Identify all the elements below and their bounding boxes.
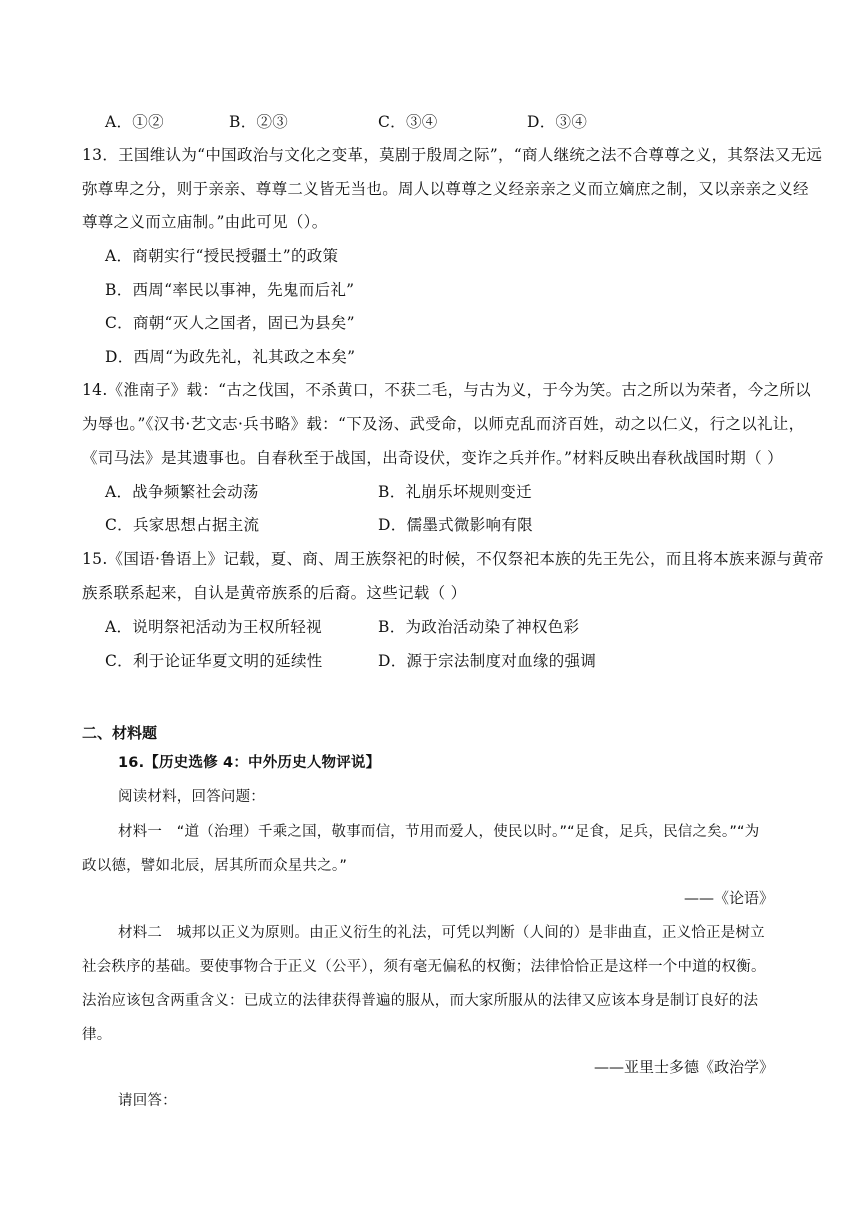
q12-option-d: D．③④ <box>527 113 588 131</box>
q13-option-a: A．商朝实行“授民授疆土”的政策 <box>105 247 339 265</box>
q13-option-b: B．西周“率民以事神，先鬼而后礼” <box>105 281 355 299</box>
q12-option-b: B．②③ <box>229 113 289 131</box>
q14-option-b: B．礼崩乐坏规则变迁 <box>378 483 532 501</box>
q15-line-2: 族系联系起来，自认是黄帝族系的后裔。这些记载（ ） <box>82 584 467 602</box>
q15-option-b: B．为政治活动染了神权色彩 <box>378 618 580 636</box>
material2-source: ——亚里士多德《政治学》 <box>593 1058 774 1076</box>
q13-line-3: 尊尊之义而立庙制。”由此可见（）。 <box>82 213 328 231</box>
q13-line-2: 弥尊卑之分，则于亲亲、尊尊二义皆无当也。周人以尊尊之义经亲亲之义而立嫡庶之制，又以亲亲之义经 <box>82 180 809 198</box>
q15-line-1: 15.《国语·鲁语上》记载，夏、商、周王族祭祀的时候，不仅祭祀本族的先王先公，而且将本族来源与黄帝 <box>82 550 824 568</box>
q13-option-d: D．西周“为政先礼，礼其政之本矣” <box>105 348 356 366</box>
q15-option-d: D．源于宗法制度对血缘的强调 <box>378 652 597 670</box>
q14-option-c: C．兵家思想占据主流 <box>105 516 260 534</box>
material1-line-2: 政以德，譬如北辰，居其所而众星共之。” <box>82 858 348 874</box>
q15-option-a: A．说明祭祀活动为王权所轻视 <box>105 618 322 636</box>
q12-option-a: A．①② <box>105 113 164 131</box>
q16-title: 16.【历史选修 4：中外历史人物评说】 <box>118 755 381 771</box>
q13-option-c: C．商朝“灭人之国者，固已为县矣” <box>105 314 355 332</box>
q14-line-2: 为辱也。”《汉书·艺文志·兵书略》载：“下及汤、武受命，以师克乱而济百姓，动之以仁义，行之以礼让， <box>82 415 805 433</box>
material1-line-1: 材料一 “道（治理）千乘之国，敬事而信，节用而爱人，使民以时。”“足食，足兵，民信之矣。”“为 <box>118 824 760 840</box>
material2-line-1: 材料二 城邦以正义为原则。由正义衍生的礼法，可凭以判断（人间的）是非曲直，正义恰正是树立 <box>118 925 765 941</box>
material2-line-2: 社会秩序的基础。要使事物合于正义（公平），须有毫无偏私的权衡；法律恰恰正是这样一个中道的权衡。 <box>82 959 766 975</box>
ask-prompt: 请回答： <box>118 1093 177 1109</box>
q14-option-d: D．儒墨式微影响有限 <box>378 516 533 534</box>
q15-option-c: C．利于论证华夏文明的延续性 <box>105 652 323 670</box>
section-heading: 二、材料题 <box>82 724 158 742</box>
q14-line-1: 14.《淮南子》载：“古之伐国，不杀黄口，不获二毛，与古为义，于今为笑。古之所以为荣者，今之所以 <box>82 381 811 399</box>
q16-instruction: 阅读材料，回答问题： <box>118 789 265 805</box>
material2-line-4: 律。 <box>82 1027 112 1043</box>
material1-source: ——《论语》 <box>683 889 774 907</box>
q13-line-1: 13．王国维认为“中国政治与文化之变革，莫剧于殷周之际”，“商人继统之法不合尊尊之义，其祭法又无远 <box>82 146 823 164</box>
material2-line-3: 法治应该包含两重含义：已成立的法律获得普遍的服从，而大家所服从的法律又应该本身是制订良好的法 <box>82 993 759 1009</box>
q14-option-a: A．战争频繁社会动荡 <box>105 483 259 501</box>
q14-line-3: 《司马法》是其遗事也。自春秋至于战国，出奇设伏，变诈之兵并作。”材料反映出春秋战国时期（ ） <box>82 449 783 467</box>
q12-option-c: C．③④ <box>378 113 438 131</box>
